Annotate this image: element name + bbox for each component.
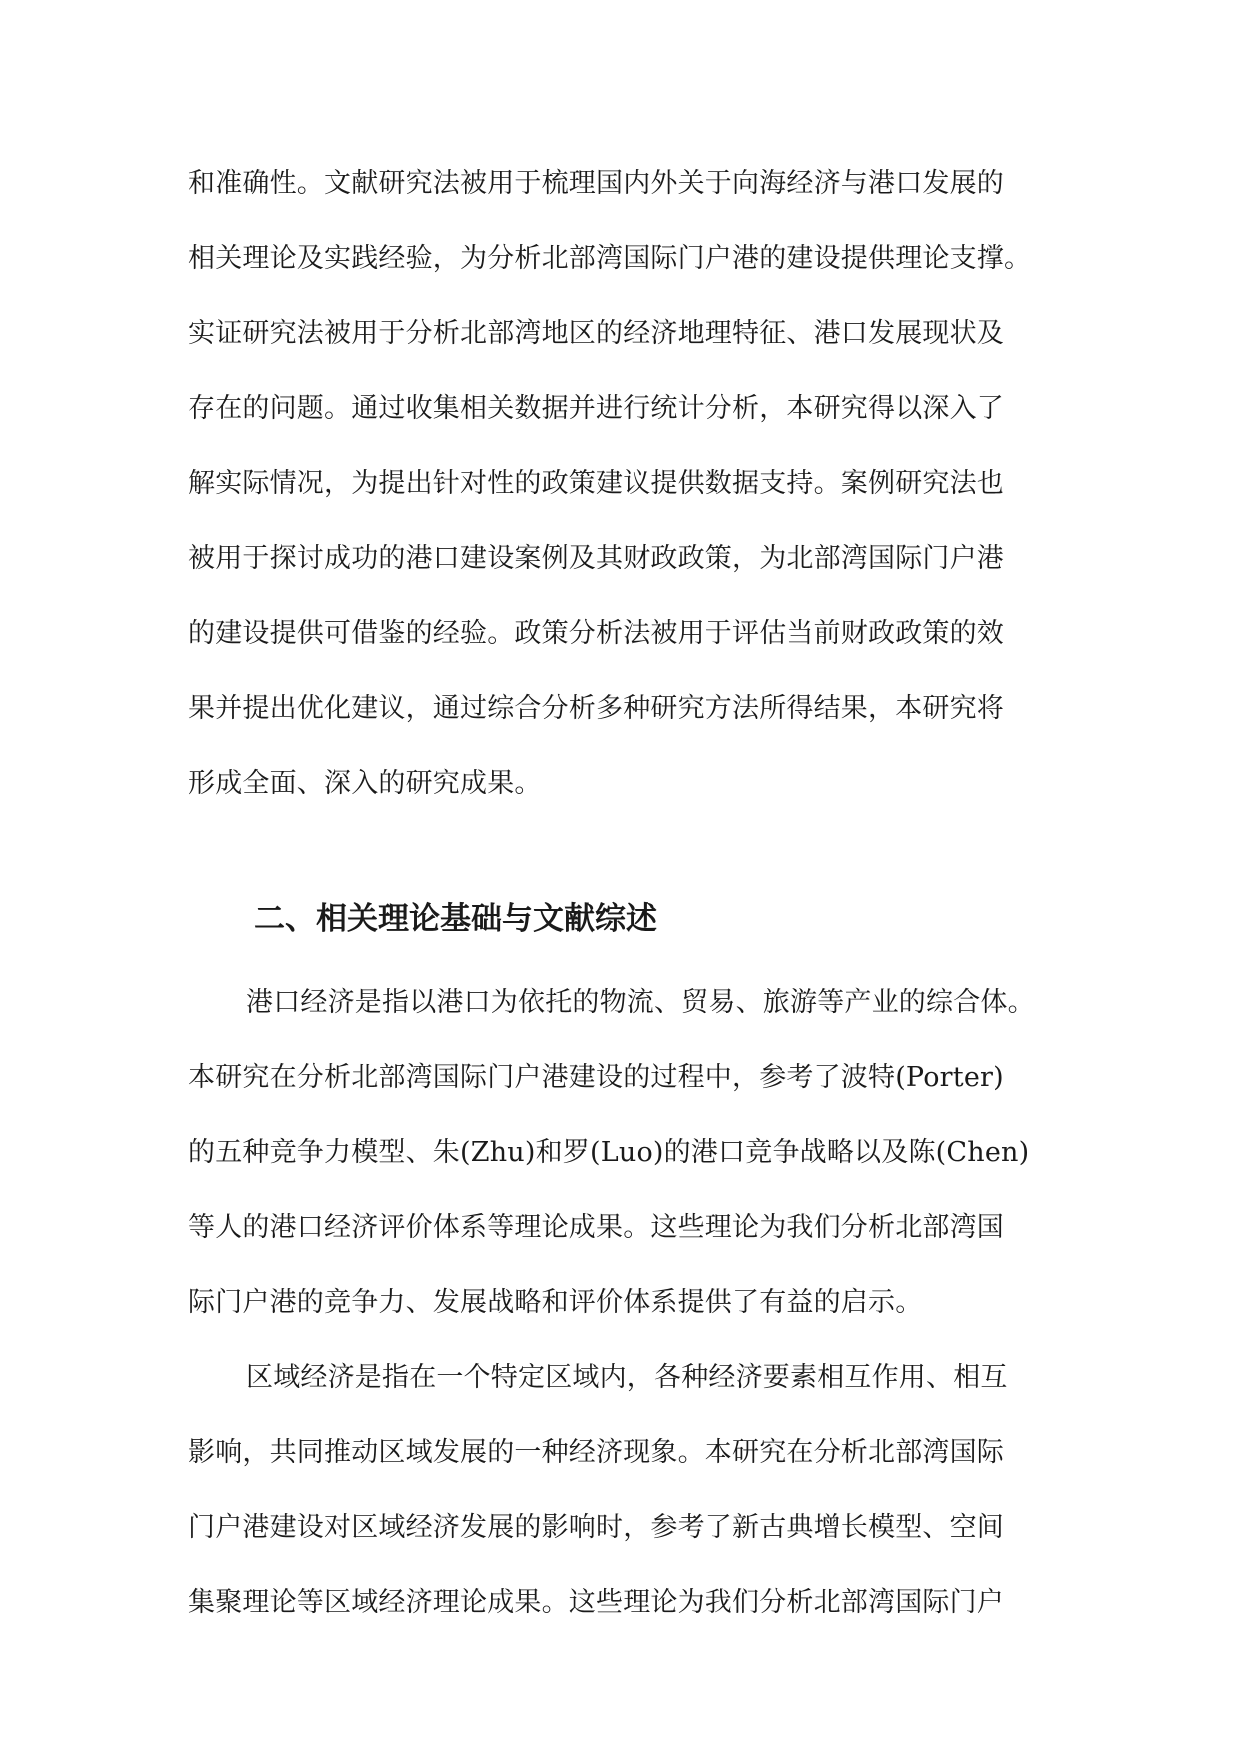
text-line: 的五种竞争力模型、朱(Zhu)和罗(Luo)的港口竞争战略以及陈(Chen) (188, 1137, 1030, 1168)
text-line: 相关理论及实践经验，为分析北部湾国际门户港的建设提供理论支撑。 (188, 243, 1032, 274)
text-line: 区域经济是指在一个特定区域内，各种经济要素相互作用、相互 (246, 1362, 1008, 1393)
text-line: 的建设提供可借鉴的经验。政策分析法被用于评估当前财政政策的效 (188, 618, 1004, 649)
text-line: 实证研究法被用于分析北部湾地区的经济地理特征、港口发展现状及 (188, 318, 1004, 349)
section-heading: 二、相关理论基础与文献综述 (254, 901, 657, 937)
text-line: 和准确性。文献研究法被用于梳理国内外关于向海经济与港口发展的 (188, 168, 1004, 199)
paragraph-research-methods (188, 146, 1088, 821)
text-line: 解实际情况，为提出针对性的政策建议提供数据支持。案例研究法也 (188, 468, 1004, 499)
text-line: 门户港建设对区域经济发展的影响时，参考了新古典增长模型、空间 (188, 1512, 1004, 1543)
text-line: 际门户港的竞争力、发展战略和评价体系提供了有益的启示。 (188, 1287, 923, 1318)
text-line: 本研究在分析北部湾国际门户港建设的过程中，参考了波特(Porter) (188, 1062, 1004, 1093)
text-line: 存在的问题。通过收集相关数据并进行统计分析，本研究得以深入了 (188, 393, 1004, 424)
paragraph-port-economy (188, 965, 1088, 1340)
text-line: 被用于探讨成功的港口建设案例及其财政政策，为北部湾国际门户港 (188, 543, 1004, 574)
document-body (188, 146, 1088, 1640)
text-line: 形成全面、深入的研究成果。 (188, 768, 542, 799)
paragraph-regional-economy (188, 1340, 1088, 1640)
text-line: 影响，共同推动区域发展的一种经济现象。本研究在分析北部湾国际 (188, 1437, 1004, 1468)
text-line: 果并提出优化建议，通过综合分析多种研究方法所得结果，本研究将 (188, 693, 1004, 724)
text-line: 集聚理论等区域经济理论成果。这些理论为我们分析北部湾国际门户 (188, 1587, 1004, 1618)
text-line: 港口经济是指以港口为依托的物流、贸易、旅游等产业的综合体。 (246, 987, 1035, 1018)
text-line: 等人的港口经济评价体系等理论成果。这些理论为我们分析北部湾国 (188, 1212, 1004, 1243)
section-spacer (188, 821, 1088, 874)
